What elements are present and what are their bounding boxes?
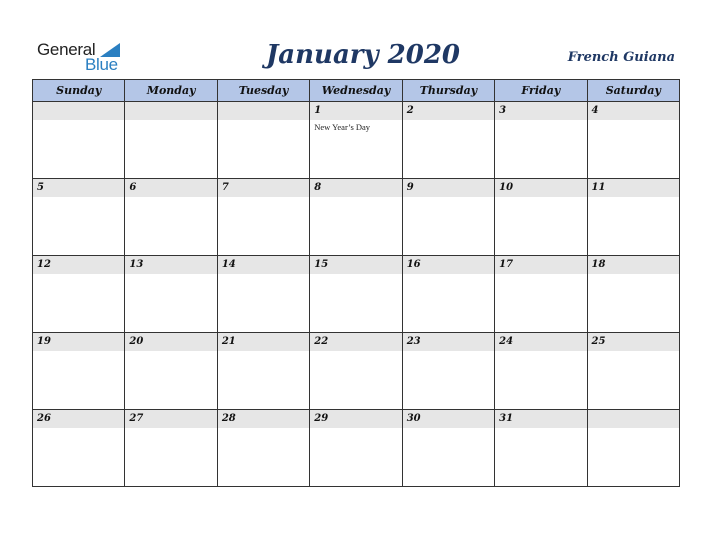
day-number: 3	[499, 105, 507, 116]
day-cell	[33, 102, 125, 179]
day-number: 22	[314, 336, 329, 347]
page-title: January 2020	[266, 40, 461, 70]
day-number-bar	[495, 256, 586, 274]
day-cell	[125, 256, 217, 333]
day-number-bar	[33, 256, 124, 274]
region-label: French Guiana	[567, 50, 675, 65]
weekday-saturday: Saturday	[587, 80, 679, 102]
day-number: 19	[37, 336, 51, 347]
week-row	[33, 179, 680, 256]
weekday-monday: Monday	[125, 80, 217, 102]
day-number: 28	[221, 413, 236, 424]
weekday-wednesday: Wednesday	[310, 80, 402, 102]
day-cell	[310, 410, 402, 487]
day-cell	[402, 102, 494, 179]
day-number: 20	[129, 336, 144, 347]
brand-blue: Blue	[85, 55, 118, 74]
brand-general: General	[37, 40, 96, 59]
day-number: 1	[314, 105, 322, 116]
day-number-bar	[588, 256, 679, 274]
brand-logo	[37, 40, 127, 74]
day-cell	[125, 102, 217, 179]
day-cell	[402, 333, 494, 410]
day-number-bar	[588, 179, 679, 197]
day-number-bar	[588, 333, 679, 351]
weekday-header-row	[33, 80, 680, 102]
day-number: 30	[406, 413, 421, 424]
day-cell	[495, 102, 587, 179]
day-cell	[217, 102, 309, 179]
weekday-thursday: Thursday	[402, 80, 494, 102]
day-number: 14	[221, 259, 236, 270]
day-number-bar	[495, 410, 586, 428]
day-number-bar	[403, 102, 494, 120]
day-cell	[310, 333, 402, 410]
day-number-bar	[218, 410, 309, 428]
week-row	[33, 256, 680, 333]
day-number: 24	[499, 336, 514, 347]
day-cell	[33, 256, 125, 333]
day-number: 4	[591, 105, 599, 116]
day-number-bar	[125, 410, 216, 428]
day-number-bar	[218, 102, 309, 120]
day-number: 27	[129, 413, 144, 424]
day-number-bar	[310, 333, 401, 351]
day-cell	[125, 179, 217, 256]
day-number-bar	[125, 256, 216, 274]
day-cell	[310, 102, 402, 179]
day-number-bar	[495, 333, 586, 351]
day-cell	[217, 410, 309, 487]
day-cell	[587, 179, 679, 256]
day-number-bar	[33, 102, 124, 120]
day-cell	[125, 333, 217, 410]
day-number: 7	[221, 182, 229, 193]
day-number: 26	[37, 413, 51, 424]
day-cell	[587, 102, 679, 179]
day-number-bar	[403, 179, 494, 197]
day-number: 31	[499, 413, 514, 424]
day-number-bar	[125, 333, 216, 351]
day-cell	[495, 333, 587, 410]
day-number-bar	[403, 410, 494, 428]
day-cell	[402, 256, 494, 333]
day-number-bar	[218, 256, 309, 274]
day-number-bar	[125, 102, 216, 120]
day-number: 21	[221, 336, 236, 347]
week-row	[33, 102, 680, 179]
day-cell	[587, 333, 679, 410]
day-number-bar	[310, 102, 401, 120]
day-cell	[402, 179, 494, 256]
day-number-bar	[218, 179, 309, 197]
day-number: 12	[37, 259, 51, 270]
day-number: 17	[499, 259, 514, 270]
day-number-bar	[403, 256, 494, 274]
day-cell	[217, 333, 309, 410]
day-cell	[33, 410, 125, 487]
day-number-bar	[310, 256, 401, 274]
day-cell	[217, 256, 309, 333]
day-number-bar	[588, 102, 679, 120]
weekday-tuesday: Tuesday	[217, 80, 309, 102]
calendar-grid	[32, 79, 680, 487]
week-row	[33, 410, 680, 487]
day-number: 13	[129, 259, 144, 270]
day-number: 16	[406, 259, 421, 270]
day-cell	[310, 179, 402, 256]
day-number: 9	[406, 182, 414, 193]
day-cell	[33, 179, 125, 256]
day-number-bar	[588, 410, 679, 428]
day-number: 10	[499, 182, 514, 193]
weekday-sunday: Sunday	[33, 80, 125, 102]
day-number: 25	[591, 336, 606, 347]
day-number: 23	[406, 336, 421, 347]
holiday-label: New Year’s Day	[314, 122, 371, 132]
day-number: 18	[591, 259, 606, 270]
day-number: 15	[314, 259, 329, 270]
day-cell	[495, 410, 587, 487]
day-number: 2	[406, 105, 414, 116]
day-number-bar	[495, 179, 586, 197]
day-number-bar	[495, 102, 586, 120]
day-number: 5	[37, 182, 44, 193]
day-number-bar	[33, 333, 124, 351]
weekday-friday: Friday	[495, 80, 587, 102]
day-number: 29	[314, 413, 329, 424]
day-number-bar	[403, 333, 494, 351]
day-cell	[402, 410, 494, 487]
day-cell	[495, 179, 587, 256]
day-number-bar	[33, 179, 124, 197]
day-number: 11	[591, 182, 606, 193]
day-number: 6	[129, 182, 137, 193]
day-number-bar	[125, 179, 216, 197]
day-number-bar	[310, 179, 401, 197]
day-cell	[495, 256, 587, 333]
day-cell	[217, 179, 309, 256]
day-number-bar	[33, 410, 124, 428]
day-number: 8	[314, 182, 322, 193]
day-number-bar	[310, 410, 401, 428]
day-cell	[33, 333, 125, 410]
week-row	[33, 333, 680, 410]
day-number-bar	[218, 333, 309, 351]
day-cell	[587, 256, 679, 333]
day-cell	[125, 410, 217, 487]
day-cell	[310, 256, 402, 333]
day-cell	[587, 410, 679, 487]
